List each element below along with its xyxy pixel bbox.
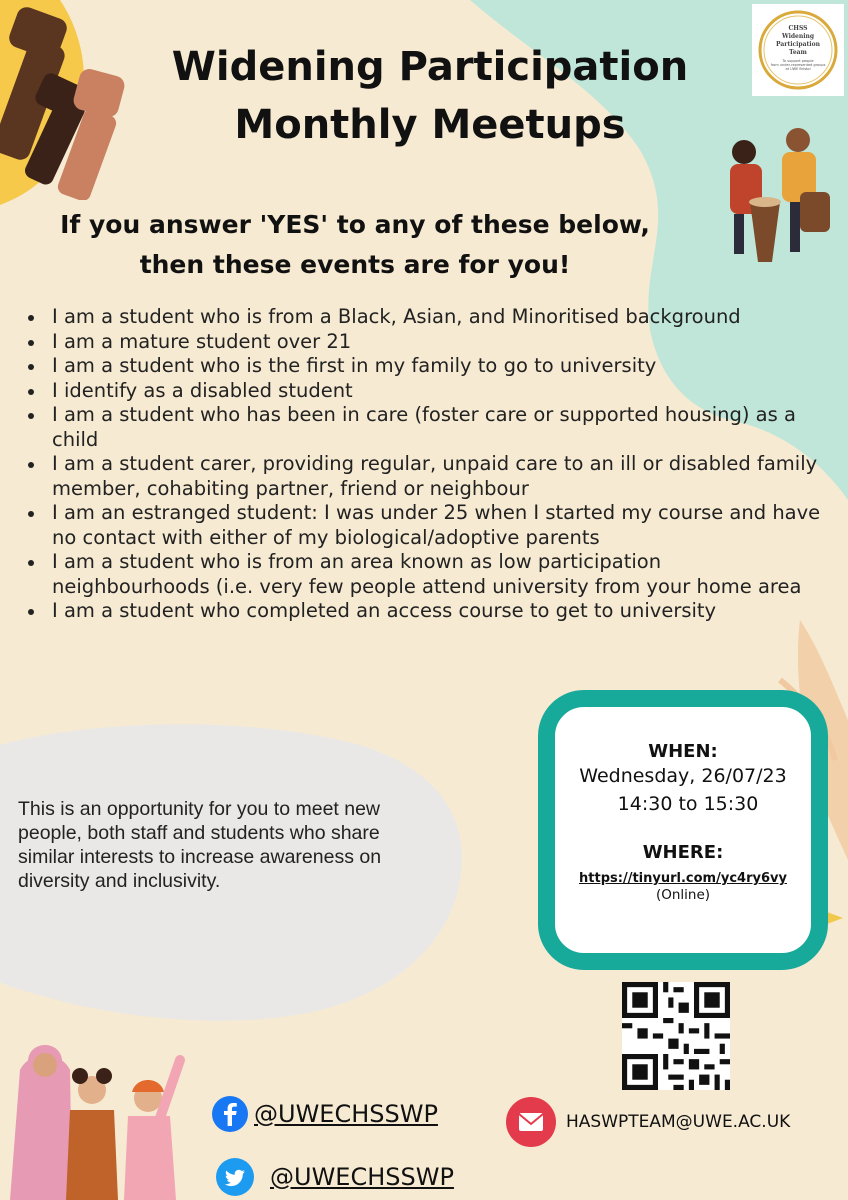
criteria-item: I am a student who is from an area known as low participation neighbourhoods (i.e. very few people attend university from your home area	[22, 550, 822, 599]
intro-line-2: then these events are for you!	[139, 250, 571, 279]
logo-ring	[752, 4, 844, 96]
facebook-handle[interactable]: @UWECHSSWP	[254, 1100, 438, 1128]
event-info-box	[538, 690, 828, 970]
event-mode: (Online)	[655, 887, 711, 903]
women-illustration	[0, 1010, 200, 1200]
title-line-2: Monthly Meetups	[234, 102, 626, 148]
email-icon	[506, 1097, 556, 1147]
logo-tagline1: To support people	[782, 59, 814, 63]
twitter-handle[interactable]: @UWECHSSWP	[270, 1163, 454, 1191]
title-line-1: Widening Participation	[171, 44, 689, 90]
drummers-illustration	[720, 122, 840, 272]
criteria-item: I am an estranged student: I was under 25 when I started my course and have no contact with either of my biological/adoptive parents	[22, 501, 822, 550]
event-link[interactable]: https://tinyurl.com/yc4ry6vy	[579, 871, 787, 886]
chss-logo	[752, 4, 844, 96]
where-label: WHERE:	[642, 842, 724, 863]
criteria-item: I am a student carer, providing regular, unpaid care to an ill or disabled family member, cohabiting partner, friend or neighbour	[22, 452, 822, 501]
opportunity-text: This is an opportunity for you to meet new people, both staff and students who share similar interests to increase awareness on diversity and inclusivity.	[18, 798, 382, 892]
criteria-item: I am a student who has been in care (foster care or supported housing) as a child	[22, 403, 822, 452]
intro-line-1: If you answer 'YES' to any of these below,	[60, 210, 650, 239]
logo-tagline2: from under-represented groups	[770, 63, 826, 67]
logo-line4: Team	[789, 49, 807, 56]
email-contact[interactable]	[506, 1097, 790, 1147]
criteria-item: I am a student who is from a Black, Asian, and Minoritised background	[22, 305, 822, 330]
criteria-item: I am a student who completed an access course to get to university	[22, 599, 822, 624]
logo-tagline3: at UWE Bristol	[785, 67, 811, 71]
event-date: Wednesday, 26/07/23	[579, 765, 787, 787]
criteria-item: I am a student who is the first in my family to go to university	[22, 354, 822, 379]
facebook-icon	[212, 1096, 248, 1132]
intro-heading	[10, 205, 700, 285]
qr-code[interactable]	[622, 982, 730, 1090]
fists-illustration	[0, 0, 130, 200]
criteria-list	[22, 305, 822, 624]
twitter-contact[interactable]	[216, 1158, 454, 1196]
event-time: 14:30 to 15:30	[617, 793, 759, 815]
logo-line1: CHSS	[788, 25, 808, 32]
logo-line3: Participation	[776, 41, 820, 48]
when-label: WHEN:	[648, 741, 718, 762]
page-title	[130, 38, 730, 154]
logo-line2: Widening	[781, 33, 815, 40]
criteria-item: I am a mature student over 21	[22, 330, 822, 355]
facebook-contact[interactable]	[212, 1096, 438, 1132]
criteria-item: I identify as a disabled student	[22, 379, 822, 404]
email-address[interactable]: HASWPTEAM@UWE.AC.UK	[566, 1112, 791, 1132]
twitter-icon	[216, 1158, 254, 1196]
